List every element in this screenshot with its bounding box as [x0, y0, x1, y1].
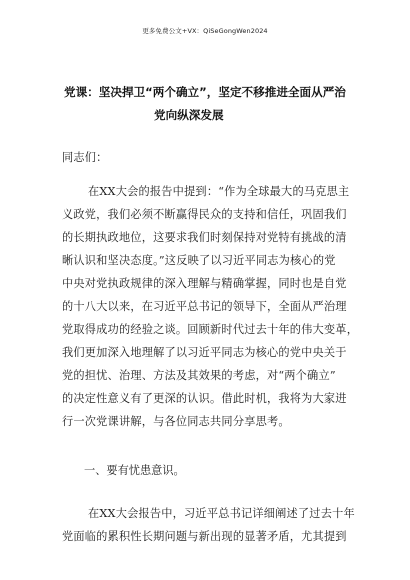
paragraph-1-line: 党取得成功的经验之谈。回顾新时代过去十年的伟大变革，	[62, 323, 359, 336]
paragraph-1-line: 晰认识和坚决态度。”这反映了以习近平同志为核心的党	[62, 254, 336, 267]
paragraph-1-line: 在XX大会的报告中提到：“作为全球最大的马克思主	[88, 185, 350, 198]
header-note: 更多免费公文+VX：QiSeGongWen2024	[142, 27, 268, 35]
document-title-line-1: 党课：坚决捍卫“两个确立”，坚定不移推进全面从严治	[64, 85, 346, 99]
paragraph-1-line: 我们更加深入地理解了以习近平同志为核心的党中央关于	[62, 346, 347, 359]
paragraph-1-line: 党的担忧、治理、方法及其效果的考虑，对“两个确立”	[62, 369, 336, 382]
paragraph-2-line: 在XX大会报告中，习近平总书记详细阐述了过去十年	[88, 507, 355, 520]
paragraph-1-line: 行一次党课讲解，与各位同志共同分享思考。	[62, 415, 290, 428]
paragraph-1-line: 的十八大以来，在习近平总书记的领导下，全面从严治理	[62, 300, 347, 313]
salutation: 同志们：	[62, 151, 108, 164]
section-heading: 一、要有忧患意识。	[84, 464, 185, 477]
paragraph-2-line: 党面临的累积性长期问题与新出现的显著矛盾，尤其提到	[62, 530, 347, 543]
document-title-line-2: 党向纵深发展	[154, 108, 224, 122]
paragraph-1-line: 义政党，我们必须不断赢得民众的支持和信任，巩固我们	[62, 208, 347, 221]
paragraph-1-line: 中央对党执政规律的深入理解与精确掌握，同时也是自党	[62, 277, 347, 290]
paragraph-1-line: 的决定性意义有了更深的认识。借此时机，我将为大家进	[62, 392, 347, 405]
paragraph-1-line: 的长期执政地位，这要求我们时刻保持对党特有挑战的清	[62, 231, 347, 244]
